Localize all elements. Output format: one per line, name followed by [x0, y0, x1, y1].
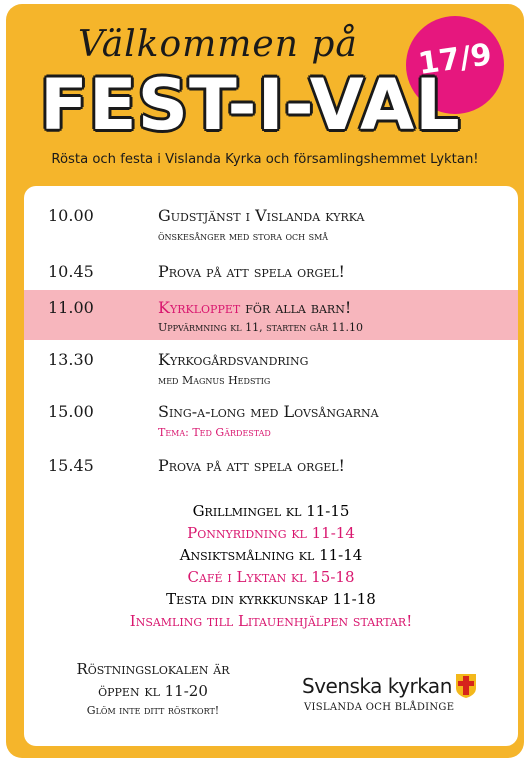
cross-icon: [454, 673, 478, 699]
schedule-detail: Tema: Ted Gärdestad: [158, 426, 271, 439]
activity-item: Ansiktsmålning kl 11-14: [179, 546, 363, 564]
schedule-event: [158, 298, 351, 317]
schedule-event-highlight: Kyrkloppet: [158, 298, 241, 317]
schedule-detail: Uppvärmning kl 11, starten går 11.10: [158, 321, 363, 334]
schedule-event-rest: för alla barn!: [240, 298, 352, 317]
schedule-time: 10.00: [48, 206, 94, 225]
activity-item: Café i Lyktan kl 15-18: [187, 568, 355, 586]
schedule-row: [24, 398, 518, 444]
schedule-row: [24, 346, 518, 392]
schedule-time: 13.30: [48, 350, 94, 369]
date-badge-text: 17/9: [416, 37, 494, 82]
schedule-event: Prova på att spela orgel!: [158, 262, 345, 281]
voting-line: öppen kl 11-20: [98, 682, 208, 700]
schedule-event: Prova på att spela orgel!: [158, 456, 345, 475]
schedule-card: [24, 186, 518, 746]
poster: [6, 4, 524, 758]
schedule-time: 15.00: [48, 402, 94, 421]
event-title: FEST-I-VAL: [40, 64, 461, 146]
schedule-row: [24, 452, 518, 482]
schedule-event: Gudstjänst i Vislanda kyrka: [158, 206, 365, 225]
event-subtitle: Rösta och festa i Vislanda Kyrka och församlingshemmet Lyktan!: [51, 152, 479, 167]
schedule-time: 15.45: [48, 456, 94, 475]
activity-item: Grillmingel kl 11-15: [192, 502, 350, 520]
activity-item: Testa din kyrkkunskap 11-18: [166, 590, 376, 608]
schedule-row: [24, 256, 518, 286]
schedule-detail: önskesånger med stora och små: [158, 230, 329, 243]
schedule-time: 11.00: [48, 298, 94, 317]
voting-line: Röstningslokalen är: [76, 660, 230, 678]
church-logo-name: Svenska kyrkan: [302, 674, 452, 698]
schedule-event: Kyrkogårdsvandring: [158, 350, 309, 369]
activity-item: Ponnyridning kl 11-14: [187, 524, 355, 542]
schedule-detail: med Magnus Hedstig: [158, 374, 271, 387]
activity-item: Insamling till Litauenhjälpen startar!: [129, 612, 413, 630]
schedule-time: 10.45: [48, 262, 94, 281]
schedule-event: Sing-a-long med Lovsångarna: [158, 402, 379, 421]
voting-reminder: Glöm inte ditt röstkort!: [86, 704, 220, 717]
schedule-row: [24, 200, 518, 250]
schedule-row-highlighted: [24, 290, 518, 340]
church-logo-parish: VISLANDA OCH BLÅDINGE: [304, 702, 455, 713]
welcome-heading: Välkommen på: [78, 24, 358, 65]
